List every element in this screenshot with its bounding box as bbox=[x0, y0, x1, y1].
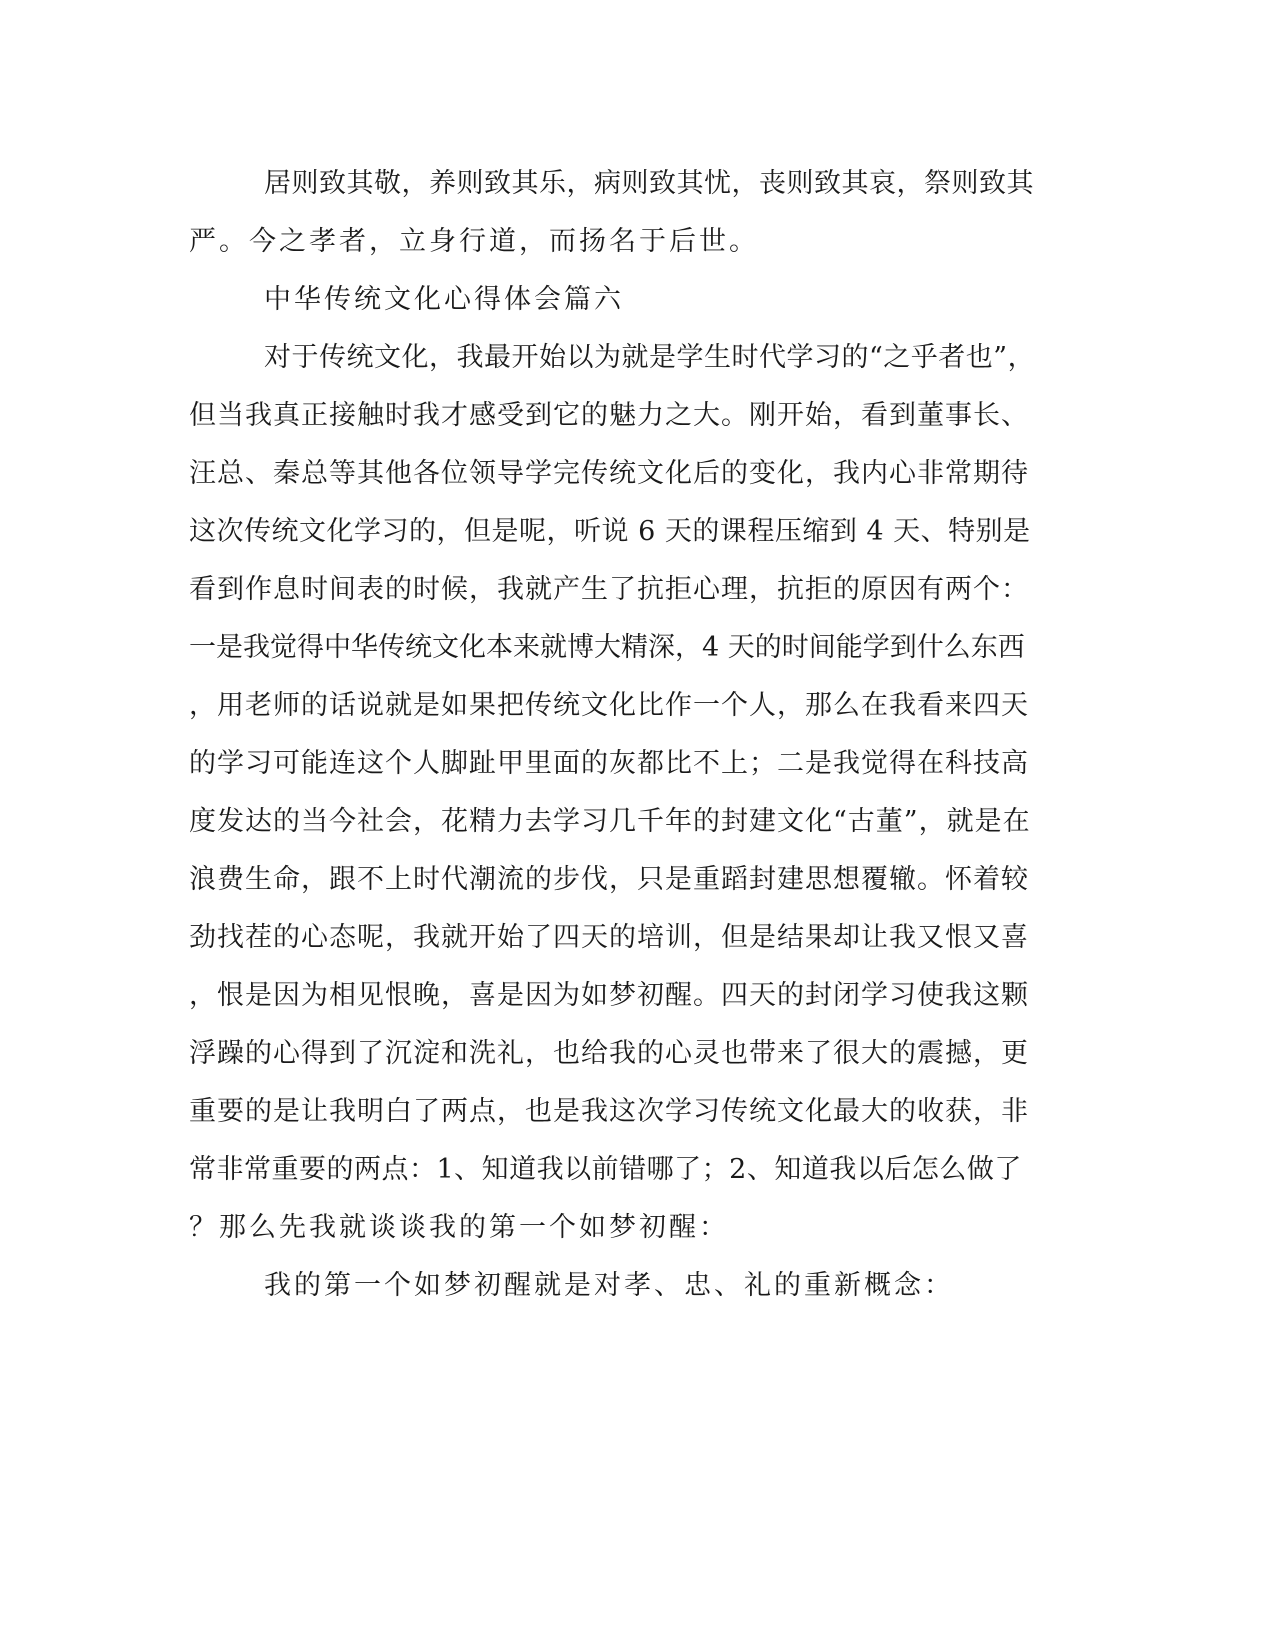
paragraph-line: 浮躁的心得到了沉淀和洗礼，也给我的心灵也带来了很大的震撼，更 bbox=[189, 1038, 1029, 1069]
section-heading: 中华传统文化心得体会篇六 bbox=[264, 284, 624, 315]
paragraph-line: ，恨是因为相见恨晚，喜是因为如梦初醒。四天的封闭学习使我这颗 bbox=[189, 980, 1029, 1011]
paragraph-line: 一是我觉得中华传统文化本来就博大精深，4 天的时间能学到什么东西 bbox=[189, 632, 1025, 663]
paragraph-line: 看到作息时间表的时候，我就产生了抗拒心理，抗拒的原因有两个： bbox=[189, 574, 1029, 605]
paragraph-line: ，用老师的话说就是如果把传统文化比作一个人，那么在我看来四天 bbox=[189, 690, 1029, 721]
paragraph-line: 度发达的当今社会，花精力去学习几千年的封建文化“古董”，就是在 bbox=[189, 806, 1031, 837]
paragraph-line: 居则致其敬，养则致其乐，病则致其忧，丧则致其哀，祭则致其 bbox=[264, 168, 1034, 199]
paragraph-line: 汪总、秦总等其他各位领导学完传统文化后的变化，我内心非常期待 bbox=[189, 458, 1029, 489]
paragraph-line: 但当我真正接触时我才感受到它的魅力之大。刚开始，看到董事长、 bbox=[189, 400, 1029, 431]
paragraph-line: 重要的是让我明白了两点，也是我这次学习传统文化最大的收获，非 bbox=[189, 1096, 1029, 1127]
paragraph-line: 劲找茬的心态呢，我就开始了四天的培训，但是结果却让我又恨又喜 bbox=[189, 922, 1029, 953]
paragraph-line: 对于传统文化，我最开始以为就是学生时代学习的“之乎者也”， bbox=[264, 342, 1036, 373]
paragraph-line: 这次传统文化学习的，但是呢，听说 6 天的课程压缩到 4 天、特别是 bbox=[189, 516, 1031, 547]
paragraph-line: 的学习可能连这个人脚趾甲里面的灰都比不上；二是我觉得在科技高 bbox=[189, 748, 1029, 779]
paragraph-line: 严。今之孝者，立身行道，而扬名于后世。 bbox=[189, 226, 759, 257]
paragraph-line: 浪费生命，跟不上时代潮流的步伐，只是重蹈封建思想覆辙。怀着较 bbox=[189, 864, 1029, 895]
paragraph-line: 常非常重要的两点：1、知道我以前错哪了；2、知道我以后怎么做了 bbox=[189, 1154, 1022, 1185]
paragraph-line: ？那么先我就谈谈我的第一个如梦初醒： bbox=[189, 1212, 729, 1243]
paragraph-line: 我的第一个如梦初醒就是对孝、忠、礼的重新概念： bbox=[264, 1270, 954, 1301]
